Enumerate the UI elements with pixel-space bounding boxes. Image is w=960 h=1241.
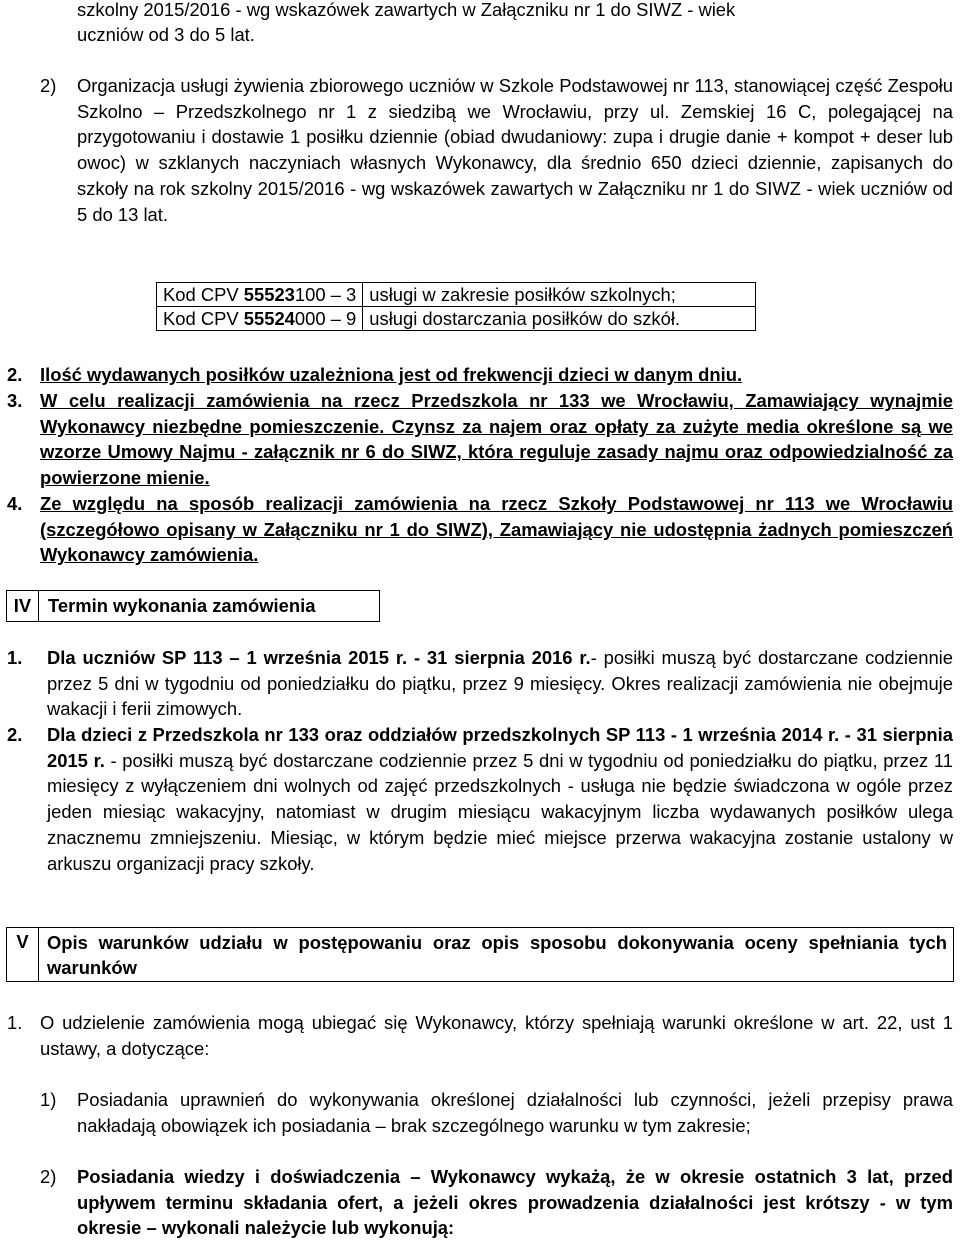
cpv-code: Kod CPV 55523100 – 3 — [157, 283, 363, 307]
cpv-row — [157, 283, 756, 307]
cpv-description: usługi dostarczania posiłków do szkół. — [363, 307, 756, 331]
term-2-number: 2. — [7, 724, 23, 745]
section-4-label: IV — [7, 591, 39, 621]
cpv-table — [156, 282, 756, 331]
item-2-number: 2) — [40, 75, 57, 96]
sub-2-text: Posiadania wiedzy i doświadczenia – Wykonawcy wykażą, że w okresie ostatnich 3 lat, przed upływem terminu składania ofert, a jeżeli okres prowadzenia działalności jest krótszy - w tym okresie – wykonali należycie lub wykonują: — [77, 1166, 953, 1239]
section-4-title: Termin wykonania zamówienia — [48, 595, 316, 616]
section-4-header — [6, 590, 380, 622]
term-1-number: 1. — [7, 647, 23, 668]
cond-1-number: 1. — [7, 1012, 23, 1033]
item-2-text: Organizacja usługi żywienia zbiorowego uczniów w Szkole Podstawowej nr 113, stanowiącej część Zespołu Szkolno – Przedszkolnego nr 1 z siedzibą we Wrocławiu, przy ul. Zemskiej 16 C, polegającej na przygotowaniu i dostawie 1 posiłku dziennie (obiad dwudaniowy: zupa i drugie danie + kompot + deser lub owoc) w szklanych naczyniach własnych Wykonawcy, dla średnio 650 dzieci dziennie, zapisanych do szkoły na rok szkolny 2015/2016 - wg wskazówek zawartych w Załączniku nr 1 do SIWZ - wiek uczniów od 5 do 13 lat. — [77, 75, 953, 225]
cpv-description: usługi w zakresie posiłków szkolnych; — [363, 283, 756, 307]
point-3-number: 3. — [7, 390, 23, 411]
point-2-text: Ilość wydawanych posiłków uzależniona jest od frekwencji dzieci w danym dniu. — [40, 364, 743, 385]
sub-1-text: Posiadania uprawnień do wykonywania określonej działalności lub czynności, jeżeli przepisy prawa nakładają obowiązek ich posiadania – brak szczególnego warunku w tym zakresie; — [77, 1089, 953, 1136]
point-2-number: 2. — [7, 364, 23, 385]
section-5-title-wrap — [47, 930, 947, 981]
point-4-text: Ze względu na sposób realizacji zamówienia na rzecz Szkoły Podstawowej nr 113 we Wrocławiu (szczegółowo opisany w Załączniku nr 1 do SIWZ), Zamawiający nie udostępnia żadnych pomieszczeń Wykonawcy zamówienia. — [40, 493, 953, 566]
sub-1-number: 1) — [40, 1089, 57, 1110]
sub-2-number: 2) — [40, 1166, 57, 1187]
term-1-text: Dla uczniów SP 113 – 1 września 2015 r. - 31 sierpnia 2016 r.- posiłki muszą być dostarczane codziennie przez 5 dni w tygodniu od poniedziałku do piątku, przez 9 miesięcy. Okres realizacji zamówienia nie obejmuje wakacji i ferii zimowych. — [47, 647, 953, 720]
point-3-text: W celu realizacji zamówienia na rzecz Przedszkola nr 133 we Wrocławiu, Zamawiający wynajmie Wykonawcy niezbędne pomieszczenie. Czynsz za najem oraz opłaty za zużyte media określone są we wzorze Umowy Najmu - załącznik nr 6 do SIWZ, która reguluje zasady najmu oraz odpowiedzialność za powierzone mienie. — [40, 390, 953, 489]
term-2-text: Dla dzieci z Przedszkola nr 133 oraz oddziałów przedszkolnych SP 113 - 1 września 2014 r. - 31 sierpnia 2015 r. - posiłki muszą być dostarczane codziennie przez 5 dni w tygodniu od poniedziałku do piątku, przez 11 miesięcy z wyłączeniem dni wolnych od zajęć przedszkolnych - usługa nie będzie świadczona w ogóle przez jeden miesiąc wakacyjny, natomiast w drugim miesiącu wakacyjnym liczba wydawanych posiłków ulega znacznemu zmniejszeniu. Miesiąc, w którym będzie mieć miejsce przerwa wakacyjna zostanie ustalony w arkuszu organizacji pracy szkoły. — [47, 724, 953, 874]
cpv-code: Kod CPV 55524000 – 9 — [157, 307, 363, 331]
section-5-title: Opis warunków udziału w postępowaniu oraz opis sposobu dokonywania oceny spełniania tych warunków — [47, 932, 947, 978]
section-5-label: V — [7, 928, 39, 981]
cpv-row — [157, 307, 756, 331]
top-line-2: uczniów od 3 do 5 lat. — [77, 24, 255, 45]
section-5-header — [6, 927, 954, 982]
top-line-1: szkolny 2015/2016 - wg wskazówek zawartych w Załączniku nr 1 do SIWZ - wiek — [77, 0, 736, 20]
point-4-number: 4. — [7, 493, 23, 514]
cond-1-text: O udzielenie zamówienia mogą ubiegać się Wykonawcy, którzy spełniają warunki określone w art. 22, ust 1 ustawy, a dotyczące: — [40, 1012, 953, 1059]
